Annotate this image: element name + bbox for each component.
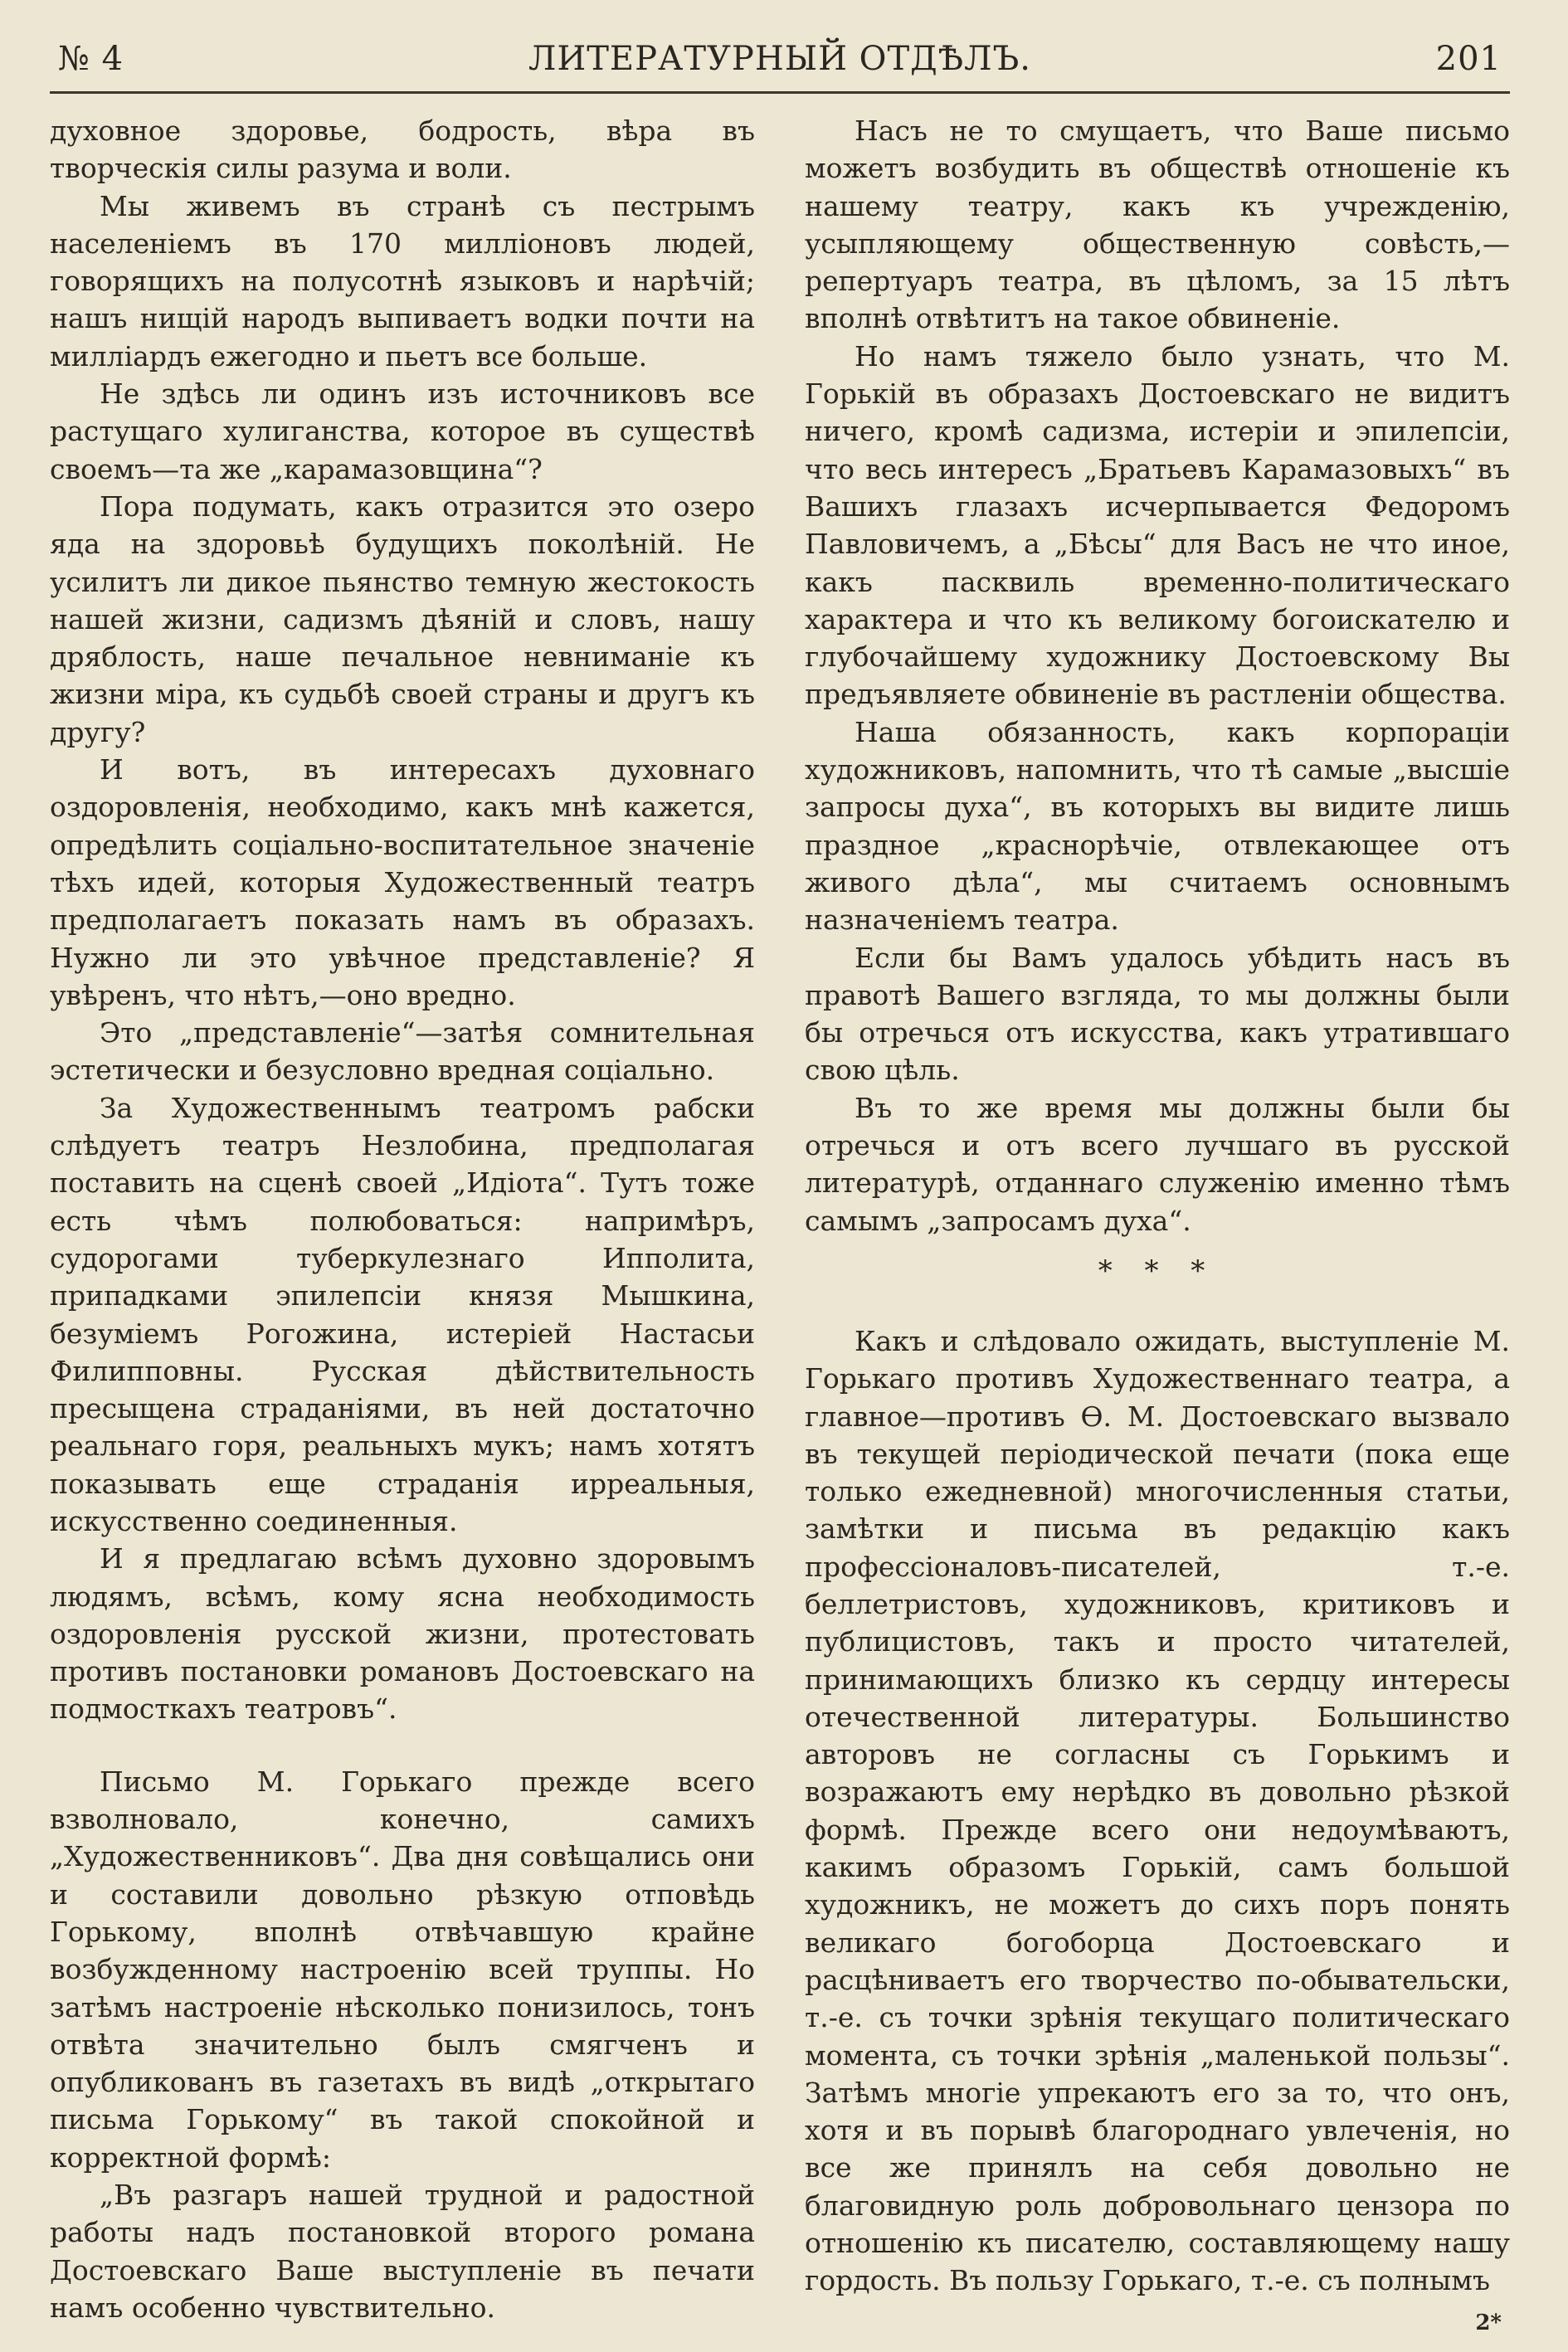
section-separator: * * * <box>1098 1254 1217 1288</box>
paragraph-gap <box>50 1728 755 1763</box>
paragraph: И вотъ, въ интересахъ духовнаго оздоровленія, необходимо, какъ мнѣ кажется, опредѣлить соціально-воспитательное значеніе тѣхъ идей, которыя Художественный театръ предполагаетъ показать намъ въ образахъ. Нужно ли это увѣчное представленіе? Я увѣренъ, что нѣтъ,—оно вредно. <box>50 753 755 1011</box>
paragraph: Если бы Вамъ удалось убѣдить насъ въ правотѣ Вашего взгляда, то мы должны были бы отречься отъ искусства, какъ утратившаго свою цѣль. <box>805 941 1510 1087</box>
paragraph: „Въ разгаръ нашей трудной и радостной работы надъ постановкой второго романа Достоевскаго Ваше выступленіе въ печати намъ особенно чувствительно. <box>50 2179 755 2324</box>
paragraph: духовное здоровье, бодрость, вѣра въ творческія силы разума и воли. <box>50 114 755 185</box>
paragraph: Какъ и слѣдовало ожидать, выступленіе М. Горькаго противъ Художественнаго театра, а главное—противъ Ѳ. М. Достоевскаго вызвало въ текущей періодической печати (пока еще только ежедневной) многочисленныя статьи, замѣтки и письма въ редакцію какъ профессіоналовъ-писателей, т.-е. беллетристовъ, художниковъ, критиковъ и публицистовъ, такъ и просто читателей, принимающихъ близко къ сердцу интересы отечественной литературы. Большинство авторовъ не согласны съ Горькимъ и возражаютъ ему нерѣдко въ довольно рѣзкой формѣ. Прежде всего они недоумѣваютъ, какимъ образомъ Горькій, самъ большой художникъ, не можетъ до сихъ поръ понять великаго богоборца Достоевскаго и расцѣниваетъ его творчество по-обывательски, т.-е. съ точки зрѣнія текущаго политическаго момента, съ точки зрѣнія „маленькой пользы“. Затѣмъ многіе упрекаютъ его за то, что онъ, хотя и въ порывѣ благороднаго увлеченія, но все же принялъ на себя довольно не благовидную роль добровольнаго цензора по отношенію къ писателю, составляющему нашу гордость. Въ пользу Горькаго, т.-е. съ полнымъ <box>805 1324 1510 2297</box>
paragraph: Мы живемъ въ странѣ съ пестрымъ населеніемъ въ 170 милліоновъ людей, говорящихъ на полусотнѣ языковъ и нарѣчій; нашъ нищій народъ выпиваетъ водки почти на милліардъ ежегодно и пьетъ все больше. <box>50 189 755 373</box>
paragraph: Но намъ тяжело было узнать, что М. Горькій въ образахъ Достоевскаго не видитъ ничего, кромѣ садизма, истеріи и эпилепсіи, что весь интересъ „Братьевъ Карамазовыхъ“ въ Вашихъ глазахъ исчерпывается Федоромъ Павловичемъ, а „Бѣсы“ для Васъ не что иное, какъ пасквиль временно-политическаго характера и что къ великому богоискателю и глубочайшему художнику Достоевскому Вы предъявляете обвиненіе въ растленіи общества. <box>805 339 1510 711</box>
paragraph: Письмо М. Горькаго прежде всего взволновало, конечно, самихъ „Художественниковъ“. Два дня совѣщались они и составили довольно рѣзкую отповѣдь Горькому, вполнѣ отвѣчавшую крайне возбужденному настроенію всей труппы. Но затѣмъ настроеніе нѣсколько понизилось, тонъ отвѣта значительно былъ смягченъ и опубликованъ въ газетахъ въ видѣ „открытаго письма Горькому“ въ такой спокойной и корректной формѣ: <box>50 1765 755 2174</box>
page-header <box>50 33 1510 94</box>
right-column <box>805 112 1510 2326</box>
paragraph: Въ то же время мы должны были бы отречься и отъ всего лучшаго въ русской литературѣ, отданнаго служенію именно тѣмъ самымъ „запросамъ духа“. <box>805 1091 1510 1237</box>
paragraph: И я предлагаю всѣмъ духовно здоровымъ людямъ, всѣмъ, кому ясна необходимость оздоровленія русской жизни, протестовать противъ постановки романовъ Достоевскаго на подмосткахъ театровъ“. <box>50 1542 755 1726</box>
paragraph: За Художественнымъ театромъ рабски слѣдуетъ театръ Незлобина, предполагая поставить на сценѣ своей „Идіота“. Тутъ тоже есть чѣмъ полюбоваться: напримѣръ, судорогами туберкулезнаго Ипполита, припадками эпилепсіи князя Мышкина, безуміемъ Рогожина, истеріей Настасьи Филипповны. Русская дѣйствительность пресыщена страданіями, въ ней достаточно реальнаго горя, реальныхъ мукъ; намъ хотятъ показывать еще страданія ирреальныя, искусственно соединенныя. <box>50 1091 755 1537</box>
paragraph: Пора подумать, какъ отразится это озеро яда на здоровьѣ будущихъ поколѣній. Не усилитъ ли дикое пьянство темную жестокость нашей жизни, садизмъ дѣяній и словъ, нашу дряблость, наше печальное невниманіе къ жизни міра, къ судьбѣ своей страны и другъ къ другу? <box>50 489 755 748</box>
issue-number: № 4 <box>58 40 124 78</box>
left-column <box>50 112 755 2326</box>
paragraph: Не здѣсь ли одинъ изъ источниковъ все растущаго хулиганства, которое въ существѣ своемъ—та же „карамазовщина“? <box>50 377 755 485</box>
page-number: 201 <box>1435 40 1502 78</box>
printer-signature: 2* <box>1475 2311 1502 2335</box>
paragraph: Это „представленіе“—затѣя сомнительная эстетически и безусловно вредная соціально. <box>50 1016 755 1087</box>
paragraph: Наша обязанность, какъ корпораціи художниковъ, напомнить, что тѣ самые „высшіе запросы духа“, въ которыхъ вы видите лишь праздное „краснорѣчіе, отвлекающее отъ живого дѣла“, мы считаемъ основнымъ назначеніемъ театра. <box>805 715 1510 937</box>
paragraph: Насъ не то смущаетъ, что Ваше письмо можетъ возбудить въ обществѣ отношеніе къ нашему театру, какъ къ учрежденію, усыпляющему общественную совѣсть,—репертуаръ театра, въ цѣломъ, за 15 лѣтъ вполнѣ отвѣтитъ на такое обвиненіе. <box>805 114 1510 335</box>
text-columns <box>50 112 1510 2326</box>
section-title: ЛИТЕРАТУРНЫЙ ОТДѢЛЪ. <box>528 40 1031 78</box>
